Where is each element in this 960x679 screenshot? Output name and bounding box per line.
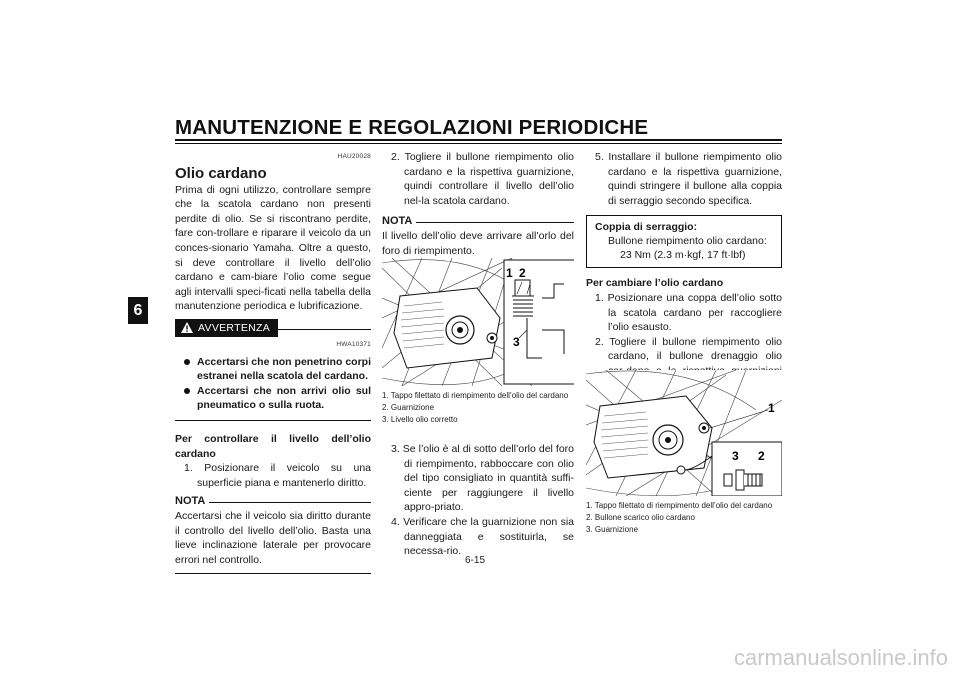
warning-icon bbox=[181, 322, 193, 333]
warning-end-rule bbox=[175, 420, 371, 421]
nota-label: NOTA bbox=[382, 215, 413, 228]
figure-label: 2 bbox=[758, 449, 765, 463]
figure-oil-drain bbox=[586, 370, 782, 496]
warning-item: Accertarsi che non penetrino corpi estranei nella scatola del cardano. bbox=[175, 355, 371, 384]
figure-oil-drain-illustration bbox=[586, 370, 782, 496]
nota-header bbox=[175, 494, 371, 509]
bullet-icon bbox=[184, 388, 190, 394]
header-rule bbox=[175, 139, 782, 141]
nota-label: NOTA bbox=[175, 495, 206, 508]
check-step-5: 5. Installare il bullone riempimento olio cardano e la rispettiva guarnizione, quindi stringere il bullone alla coppia di serraggio secondo specifica. bbox=[595, 151, 782, 207]
chapter-tab: 6 bbox=[128, 297, 148, 324]
torque-item: Bullone riempimento olio cardano: bbox=[608, 235, 767, 248]
figure-label: 1 bbox=[506, 266, 513, 280]
caption-item: 3. Guarnizione bbox=[586, 525, 639, 535]
column-middle bbox=[382, 150, 574, 267]
change-step-1: 1. Posizionare una coppa dell’olio sotto la scatola cardano per raccogliere l’olio esausto. bbox=[595, 291, 782, 334]
page-header-title: MANUTENZIONE E REGOLAZIONI PERIODICHE bbox=[175, 116, 649, 139]
check-step-4: 4. Verificare che la guarnizione non sia danneggiata e sostituirla, se necessa-rio. bbox=[391, 515, 574, 558]
torque-title: Coppia di serraggio: bbox=[595, 221, 698, 234]
change-heading: Per cambiare l’olio cardano bbox=[586, 277, 724, 290]
bullet-icon bbox=[184, 359, 190, 365]
header-rule-thin bbox=[175, 143, 782, 144]
caption-item: 3. Livello olio corretto bbox=[382, 415, 458, 425]
caption-item: 1. Tappo filettato di riempimento dell’olio del cardano bbox=[382, 391, 569, 400]
figure-oil-drain-captions bbox=[586, 500, 782, 537]
page-number: 6-15 bbox=[465, 555, 486, 566]
caption-item: 1. Tappo filettato di riempimento dell’olio del cardano bbox=[586, 501, 773, 510]
column-left bbox=[175, 150, 371, 574]
warning-rule bbox=[275, 329, 371, 330]
section-code: HAU20028 bbox=[337, 153, 371, 160]
check-step-3: 3. Se l’olio è al di sotto dell’orlo del foro di riempimento, rabboccare con olio del tipo consigliato in quantità suffi-ciente per raggiungere il livello appro-priato. bbox=[391, 443, 574, 514]
check-step-1: 1. Posizionare il veicolo su una superficie piana e mantenerlo diritto. bbox=[184, 462, 371, 489]
nota-header bbox=[382, 214, 574, 229]
figure-label: 3 bbox=[513, 335, 520, 349]
figure-oil-level-illustration bbox=[382, 258, 574, 386]
figure-oil-level-captions bbox=[382, 390, 574, 427]
nota-end-rule bbox=[175, 573, 371, 574]
column-middle-lower bbox=[382, 442, 574, 559]
warning-item: Accertarsi che non arrivi olio sul pneumatico o sulla ruota. bbox=[175, 384, 371, 413]
caption-item: 2. Guarnizione bbox=[382, 403, 435, 413]
check-heading: Per controllare il livello dell’olio cardano bbox=[175, 433, 371, 460]
torque-spec-box bbox=[586, 215, 782, 268]
nota-text: Accertarsi che il veicolo sia diritto durante il controllo del livello dell’olio. Basta una lieve inclinazione laterale per provocare errori nel controllo. bbox=[175, 509, 371, 566]
torque-value: 23 Nm (2.3 m·kgf, 17 ft·lbf) bbox=[620, 249, 746, 262]
intro-text: Prima di ogni utilizzo, controllare sempre che la scatola cardano non presenti perdite di olio. Se si riscontrano perdite, fare con-trollare e riparare il veicolo da un conces-sionario Yamaha. Oltre a questo, si deve controllare il livello dell’olio cardano e cam-biare l’olio come segue agli intervalli speci-ficati nella tabella della manutenzione periodica e lubrificazione. bbox=[175, 183, 371, 313]
change-step-2: 2. Togliere il bullone riempimento olio cardano, il bullone drenaggio olio bbox=[595, 335, 782, 363]
caption-item: 2. Bullone scarico olio cardano bbox=[586, 513, 695, 523]
nota-text: Il livello dell’olio deve arrivare all’orlo del foro di riempimento. bbox=[382, 229, 574, 257]
watermark: carmanualsonline.info bbox=[733, 645, 948, 670]
warning-list bbox=[175, 355, 371, 413]
figure-label: 3 bbox=[732, 449, 739, 463]
figure-label: 2 bbox=[519, 266, 526, 280]
figure-oil-level bbox=[382, 258, 574, 386]
warning-label: AVVERTENZA bbox=[198, 321, 271, 334]
warning-code: HWA10371 bbox=[336, 341, 371, 349]
section-title: Olio cardano bbox=[175, 164, 267, 182]
figure-label: 1 bbox=[768, 401, 775, 415]
warning-badge bbox=[175, 319, 278, 337]
check-step-2: 2. Togliere il bullone riempimento olio cardano e la rispettiva guarnizione, quindi controllare il livello dell’olio nel-la scatola cardano. bbox=[391, 151, 574, 207]
warning-header bbox=[175, 319, 371, 338]
